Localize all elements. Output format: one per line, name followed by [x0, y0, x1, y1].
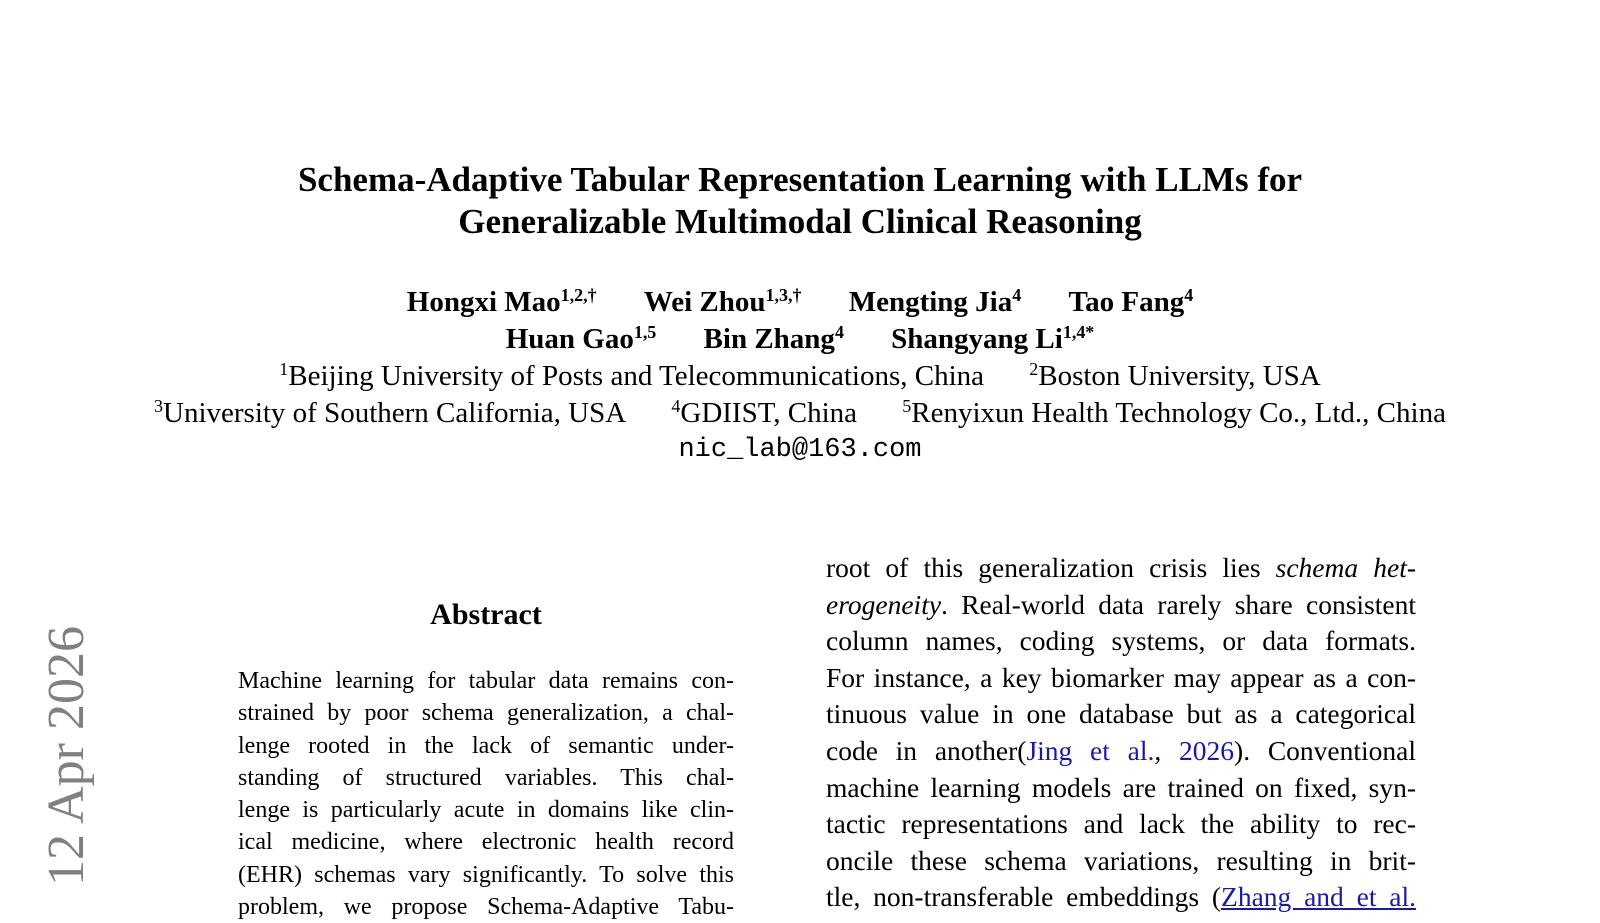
abstract-line: strained by poor schema generalization, a chal- [238, 700, 734, 727]
authors-row-1 [0, 285, 1600, 319]
paper-title-line-2: Generalizable Multimodal Clinical Reasoning [458, 202, 1142, 241]
author: Huan Gao$^{1,5}$ [505, 322, 657, 355]
abstract-line: Machine learning for tabular data remains con- [238, 668, 734, 694]
author: Bin Zhang$^4$ [703, 322, 844, 355]
contact-email[interactable]: nic_lab@163.com [678, 435, 922, 465]
authors-row-2 [0, 322, 1600, 356]
body-line: oncile these schema variations, resulting in brit- [826, 844, 1416, 876]
affiliation: $^3$University of Southern California, USA [154, 396, 627, 429]
abstract-line: standing of structured variables. This chal- [238, 764, 734, 791]
intro-body-right-column [826, 550, 1416, 916]
body-line: tactic representations and lack the ability to rec- [826, 808, 1416, 840]
abstract-heading: Abstract [430, 598, 542, 631]
side-date-text: 12 Apr 2026 [38, 626, 95, 886]
affiliation: $^4$GDIIST, China [671, 396, 858, 429]
body-line: code in another(Jing et al., 2026). Conventional [826, 734, 1416, 766]
affiliation: $^2$Boston University, USA [1029, 359, 1321, 392]
author: Tao Fang$^4$ [1068, 285, 1194, 318]
abstract-line: (EHR) schemas vary significantly. To solve this [238, 861, 734, 888]
citation-link-zhang[interactable]: Zhang and et al. [1221, 881, 1416, 913]
citation-link-jing[interactable]: Jing et al. [1026, 734, 1155, 766]
abstract-line: ical medicine, where electronic health record [238, 829, 734, 856]
author: Wei Zhou$^{1,3,\dagger}$ [643, 285, 802, 318]
body-line: For instance, a key biomarker may appear as a con- [826, 661, 1416, 693]
side-date-stamp [40, 612, 96, 886]
affiliation: $^1$Beijing University of Posts and Telecommunications, China [279, 359, 985, 392]
body-line: machine learning models are trained on fixed, syn- [826, 771, 1416, 803]
paper-title-line-1: Schema-Adaptive Tabular Representation Learning with LLMs for [297, 160, 1303, 199]
author: Hongxi Mao$^{1,2,\dagger}$ [406, 285, 597, 318]
author: Mengting Jia$^4$ [848, 285, 1022, 318]
body-line: root of this generalization crisis lies schema het- [826, 552, 1416, 583]
citation-year-link[interactable]: 2026 [1179, 734, 1235, 766]
abstract-line: problem, we propose Schema-Adaptive Tabu- [238, 894, 734, 921]
affiliation: $^5$Renyixun Health Technology Co., Ltd., China [902, 396, 1446, 429]
affiliations-row-2 [0, 396, 1600, 430]
body-line: tinuous value in one database but as a categorical [826, 698, 1416, 730]
body-line: column names, coding systems, or data formats. [826, 625, 1416, 657]
body-line: erogeneity. Real-world data rarely share consistent [826, 588, 1416, 620]
abstract-body [238, 665, 734, 923]
affiliations-row-1 [0, 359, 1600, 393]
abstract-line: lenge is particularly acute in domains like clin- [238, 797, 734, 824]
body-line: tle, non-transferable embeddings (Zhang and et al. [826, 881, 1416, 913]
abstract-line: lenge rooted in the lack of semantic under- [238, 732, 734, 759]
author: Shangyang $Li^{1,4*}$ [891, 322, 1095, 355]
